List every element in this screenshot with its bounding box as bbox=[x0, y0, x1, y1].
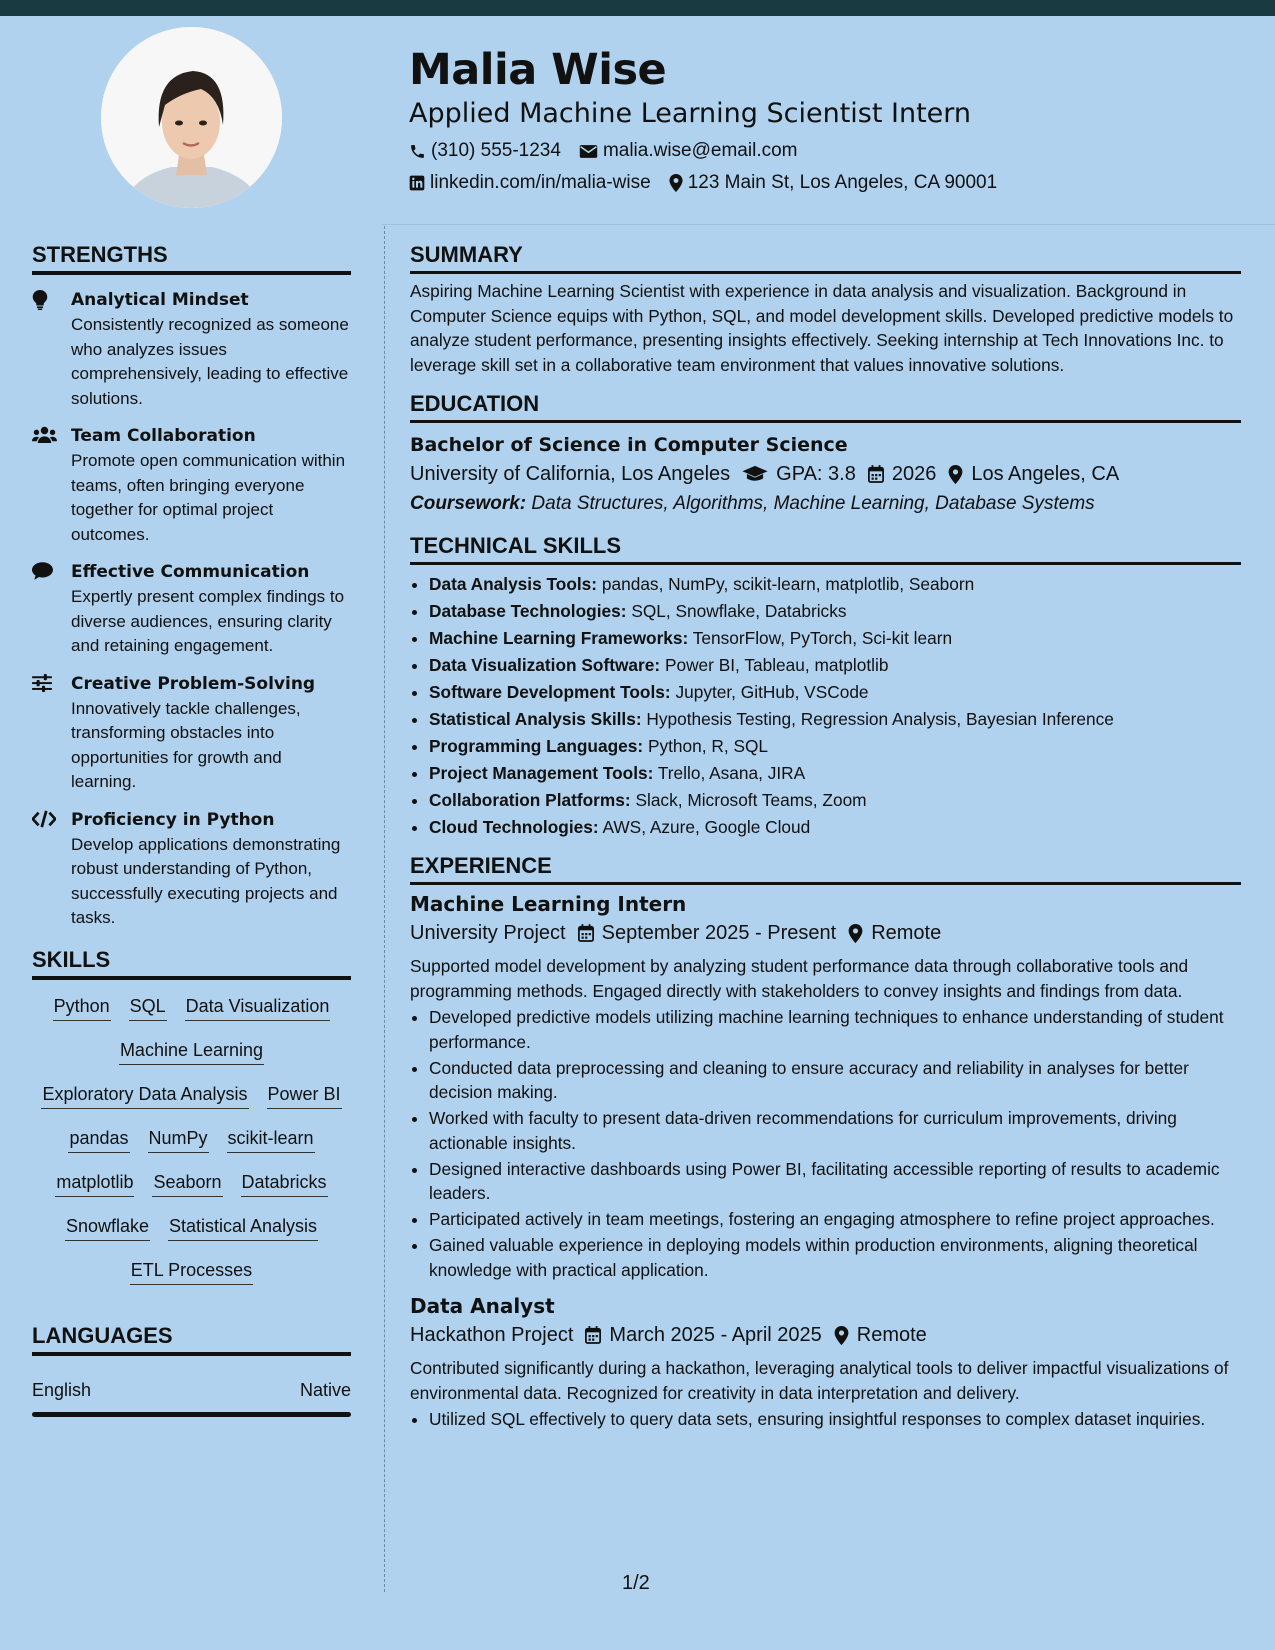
coursework-text: Data Structures, Algorithms, Machine Learning, Database Systems bbox=[531, 493, 1095, 514]
job-summary: Contributed significantly during a hackathon, leveraging analytical tools to deliver impactful visualizations of environmental data. Recognized for creativity in data interpretation and delivery. bbox=[410, 1358, 1229, 1403]
strength-item bbox=[32, 671, 351, 795]
email-link[interactable]: malia.wise@email.com bbox=[602, 140, 798, 161]
calendar-icon bbox=[578, 924, 594, 942]
degree: Bachelor of Science in Computer Science bbox=[410, 434, 848, 456]
strength-desc: Promote open communication within teams, often bringing everyone together for optimal project outcomes. bbox=[71, 451, 346, 544]
strengths-heading: STRENGTHS bbox=[32, 240, 351, 275]
avatar-illustration bbox=[101, 27, 282, 208]
location-text: Los Angeles, CA bbox=[971, 463, 1120, 485]
strength-desc: Consistently recognized as someone who analyzes issues comprehensively, leading to effective solutions. bbox=[71, 315, 349, 408]
job-dates bbox=[578, 918, 837, 948]
skill-tag: Power BI bbox=[267, 1082, 342, 1109]
skill-tag: Snowflake bbox=[65, 1214, 150, 1241]
strength-item bbox=[32, 423, 351, 547]
skill-value: Hypothesis Testing, Regression Analysis, Bayesian Inference bbox=[646, 709, 1114, 729]
strength-item bbox=[32, 559, 351, 659]
list-item bbox=[429, 598, 1241, 625]
tag-row bbox=[32, 1038, 351, 1065]
skill-tag: pandas bbox=[68, 1126, 129, 1153]
coursework bbox=[410, 489, 1241, 519]
job-meta bbox=[410, 918, 1241, 948]
job-title: Machine Learning Intern bbox=[410, 892, 687, 916]
contact-row-1 bbox=[409, 135, 1249, 167]
address bbox=[669, 167, 998, 199]
skill-value: SQL, Snowflake, Databricks bbox=[631, 601, 847, 621]
school-name: University of California, Los Angeles bbox=[410, 463, 731, 485]
technical-skills-list bbox=[410, 571, 1241, 841]
dates-text: March 2025 - April 2025 bbox=[609, 1324, 822, 1346]
list-item: • Gained valuable experience in deploying models within production environments, aligning theoretical knowledge with practical application. bbox=[429, 1233, 1241, 1282]
school bbox=[410, 459, 730, 489]
skill-value: pandas, NumPy, scikit-learn, matplotlib, Seaborn bbox=[601, 574, 975, 594]
location-text: Remote bbox=[871, 922, 942, 944]
list-item: • Utilized SQL effectively to query data sets, ensuring insightful responses to complex dataset inquiries. bbox=[429, 1407, 1241, 1432]
calendar-icon bbox=[585, 1326, 601, 1344]
skill-tag: NumPy bbox=[148, 1126, 209, 1153]
list-item bbox=[429, 787, 1241, 814]
email bbox=[579, 135, 798, 167]
technical-skills-heading: TECHNICAL SKILLS bbox=[410, 531, 1241, 565]
right-column bbox=[410, 240, 1241, 1433]
list-item bbox=[429, 814, 1241, 841]
skill-label: Software Development Tools: bbox=[429, 682, 671, 702]
gpa bbox=[742, 459, 856, 489]
list-item bbox=[429, 625, 1241, 652]
list-item: • Designed interactive dashboards using Power BI, facilitating accessible reporting of results to academic leaders. bbox=[429, 1157, 1241, 1206]
list-item bbox=[429, 733, 1241, 760]
strength-desc: Innovatively tackle challenges, transforming obstacles into opportunities for growth and learning. bbox=[71, 698, 301, 791]
list-item bbox=[429, 571, 1241, 598]
coursework-label: Coursework: bbox=[410, 493, 527, 514]
skill-label: Data Analysis Tools: bbox=[429, 574, 598, 594]
org-text: Hackathon Project bbox=[410, 1324, 574, 1346]
phone-text[interactable]: (310) 555-1234 bbox=[431, 140, 561, 161]
strength-title: Team Collaboration bbox=[71, 426, 256, 446]
experience-heading: EXPERIENCE bbox=[410, 851, 1241, 885]
tag-row bbox=[32, 1214, 351, 1241]
skill-tag: Statistical Analysis bbox=[168, 1214, 318, 1241]
gpa-text: GPA: 3.8 bbox=[776, 463, 856, 485]
skill-label: Statistical Analysis Skills: bbox=[429, 709, 642, 729]
job-location bbox=[848, 918, 941, 948]
lightbulb-icon bbox=[32, 290, 48, 310]
job-dates bbox=[585, 1320, 821, 1350]
skill-value: Jupyter, GitHub, VSCode bbox=[675, 682, 869, 702]
skill-value: AWS, Azure, Google Cloud bbox=[602, 817, 811, 837]
job-org bbox=[410, 1320, 573, 1350]
list-item: • Worked with faculty to present data-driven recommendations for curriculum improvements, driving actionable insights. bbox=[429, 1106, 1241, 1155]
skill-value: Slack, Microsoft Teams, Zoom bbox=[635, 790, 867, 810]
skill-tag: ETL Processes bbox=[130, 1258, 253, 1285]
location-pin-icon bbox=[848, 924, 863, 943]
summary-text: Aspiring Machine Learning Scientist with experience in data analysis and visualization. Background in Computer Science equips with Python, SQL, and model development skills. Developed predictive models to analyze student performance, presenting insights effectively. Seeking internship at Tech Innovations Inc. to leverage skill set in a collaborative team environment that values innovative solutions. bbox=[410, 281, 1234, 375]
language-item bbox=[32, 1378, 351, 1402]
skills-heading: SKILLS bbox=[32, 945, 351, 980]
location-pin-icon bbox=[669, 174, 683, 192]
graduation-cap-icon bbox=[742, 465, 768, 483]
dates-text: September 2025 - Present bbox=[601, 922, 837, 944]
skill-label: Database Technologies: bbox=[429, 601, 627, 621]
skill-label: Machine Learning Frameworks: bbox=[429, 628, 689, 648]
header-divider bbox=[382, 224, 1275, 225]
skill-value: Trello, Asana, JIRA bbox=[657, 763, 806, 783]
skill-tag: matplotlib bbox=[55, 1170, 134, 1197]
education-heading: EDUCATION bbox=[410, 389, 1241, 423]
list-item bbox=[429, 706, 1241, 733]
skill-label: Data Visualization Software: bbox=[429, 655, 661, 675]
sliders-icon bbox=[32, 674, 52, 692]
edu-location bbox=[948, 459, 1119, 489]
skill-label: Cloud Technologies: bbox=[429, 817, 599, 837]
contact-row-2 bbox=[409, 167, 1249, 199]
list-item bbox=[429, 760, 1241, 787]
tag-row bbox=[32, 1258, 351, 1285]
job-bullets bbox=[410, 1407, 1241, 1432]
education-meta bbox=[410, 459, 1241, 489]
language-proficiency-bar bbox=[32, 1412, 351, 1417]
job-location bbox=[834, 1320, 927, 1350]
skill-value: Power BI, Tableau, matplotlib bbox=[664, 655, 889, 675]
grad-year bbox=[868, 459, 937, 489]
strength-item bbox=[32, 807, 351, 931]
skills-tags bbox=[32, 994, 351, 1285]
linkedin-link[interactable]: linkedin.com/in/malia-wise bbox=[430, 172, 651, 193]
strengths-list bbox=[32, 287, 351, 931]
job-meta bbox=[410, 1320, 1241, 1350]
list-item bbox=[429, 679, 1241, 706]
skill-label: Project Management Tools: bbox=[429, 763, 654, 783]
tag-row bbox=[32, 994, 351, 1021]
phone bbox=[409, 135, 561, 167]
location-text: Remote bbox=[856, 1324, 927, 1346]
strength-item bbox=[32, 287, 351, 411]
linkedin bbox=[409, 167, 651, 199]
skill-tag: Data Visualization bbox=[185, 994, 331, 1021]
job-entry bbox=[410, 1292, 1241, 1432]
strength-title: Effective Communication bbox=[71, 562, 310, 582]
job-summary: Supported model development by analyzing student performance data through collaborative tools and programming methods. Engaged directly with stakeholders to convey insights and findings from data. bbox=[410, 956, 1189, 1001]
job-entry bbox=[410, 890, 1241, 1282]
year-text: 2026 bbox=[891, 463, 937, 485]
location-pin-icon bbox=[834, 1326, 849, 1345]
resume-header bbox=[409, 40, 1249, 199]
skill-label: Programming Languages: bbox=[429, 736, 644, 756]
linkedin-icon bbox=[409, 175, 425, 191]
org-text: University Project bbox=[410, 922, 566, 944]
candidate-title: Applied Machine Learning Scientist Intern bbox=[409, 98, 972, 129]
language-level: Native bbox=[299, 1379, 351, 1400]
column-divider bbox=[384, 226, 385, 1592]
address-text: 123 Main St, Los Angeles, CA 90001 bbox=[687, 172, 998, 193]
code-icon bbox=[32, 810, 56, 828]
skill-tag: Databricks bbox=[241, 1170, 328, 1197]
strength-title: Proficiency in Python bbox=[71, 809, 275, 830]
skill-tag: scikit-learn bbox=[227, 1126, 315, 1153]
users-icon bbox=[32, 426, 57, 444]
left-column bbox=[32, 240, 351, 1417]
skill-label: Collaboration Platforms: bbox=[429, 790, 631, 810]
location-pin-icon bbox=[948, 465, 963, 484]
skill-tag: Seaborn bbox=[152, 1170, 222, 1197]
phone-icon bbox=[409, 143, 426, 160]
calendar-icon bbox=[868, 465, 884, 483]
strength-desc: Expertly present complex findings to diverse audiences, ensuring clarity and retaining engagement. bbox=[71, 587, 345, 655]
language-name: English bbox=[32, 1379, 92, 1400]
page-number: 1/2 bbox=[622, 1572, 650, 1594]
list-item: • Developed predictive models utilizing machine learning techniques to enhance understanding of student performance. bbox=[429, 1005, 1241, 1054]
strength-desc: Develop applications demonstrating robust understanding of Python, successfully executing projects and tasks. bbox=[71, 834, 341, 927]
profile-photo bbox=[101, 27, 282, 208]
job-bullets bbox=[410, 1005, 1241, 1282]
skill-value: TensorFlow, PyTorch, Sci-kit learn bbox=[692, 628, 953, 648]
envelope-icon bbox=[579, 144, 598, 159]
skill-tag: SQL bbox=[129, 994, 167, 1021]
list-item: • Conducted data preprocessing and cleaning to ensure accuracy and reliability in analyses for better decision making. bbox=[429, 1056, 1241, 1105]
top-bar bbox=[0, 0, 1275, 16]
summary-heading: SUMMARY bbox=[410, 240, 1241, 274]
strength-title: Creative Problem-Solving bbox=[71, 673, 316, 694]
speech-bubble-icon bbox=[32, 562, 53, 580]
list-item: • Participated actively in team meetings, fostering an engaging atmosphere to refine project approaches. bbox=[429, 1207, 1241, 1232]
languages-heading: LANGUAGES bbox=[32, 1321, 351, 1356]
tag-row bbox=[32, 1082, 351, 1109]
skill-tag: Exploratory Data Analysis bbox=[41, 1082, 248, 1109]
strength-title: Analytical Mindset bbox=[71, 290, 249, 310]
list-item bbox=[429, 652, 1241, 679]
job-org bbox=[410, 918, 566, 948]
skill-tag: Machine Learning bbox=[119, 1038, 264, 1065]
job-title: Data Analyst bbox=[410, 1294, 555, 1318]
tag-row bbox=[32, 1170, 351, 1197]
skill-tag: Python bbox=[53, 994, 111, 1021]
tag-row bbox=[32, 1126, 351, 1153]
skill-value: Python, R, SQL bbox=[647, 736, 769, 756]
candidate-name: Malia Wise bbox=[409, 45, 667, 95]
